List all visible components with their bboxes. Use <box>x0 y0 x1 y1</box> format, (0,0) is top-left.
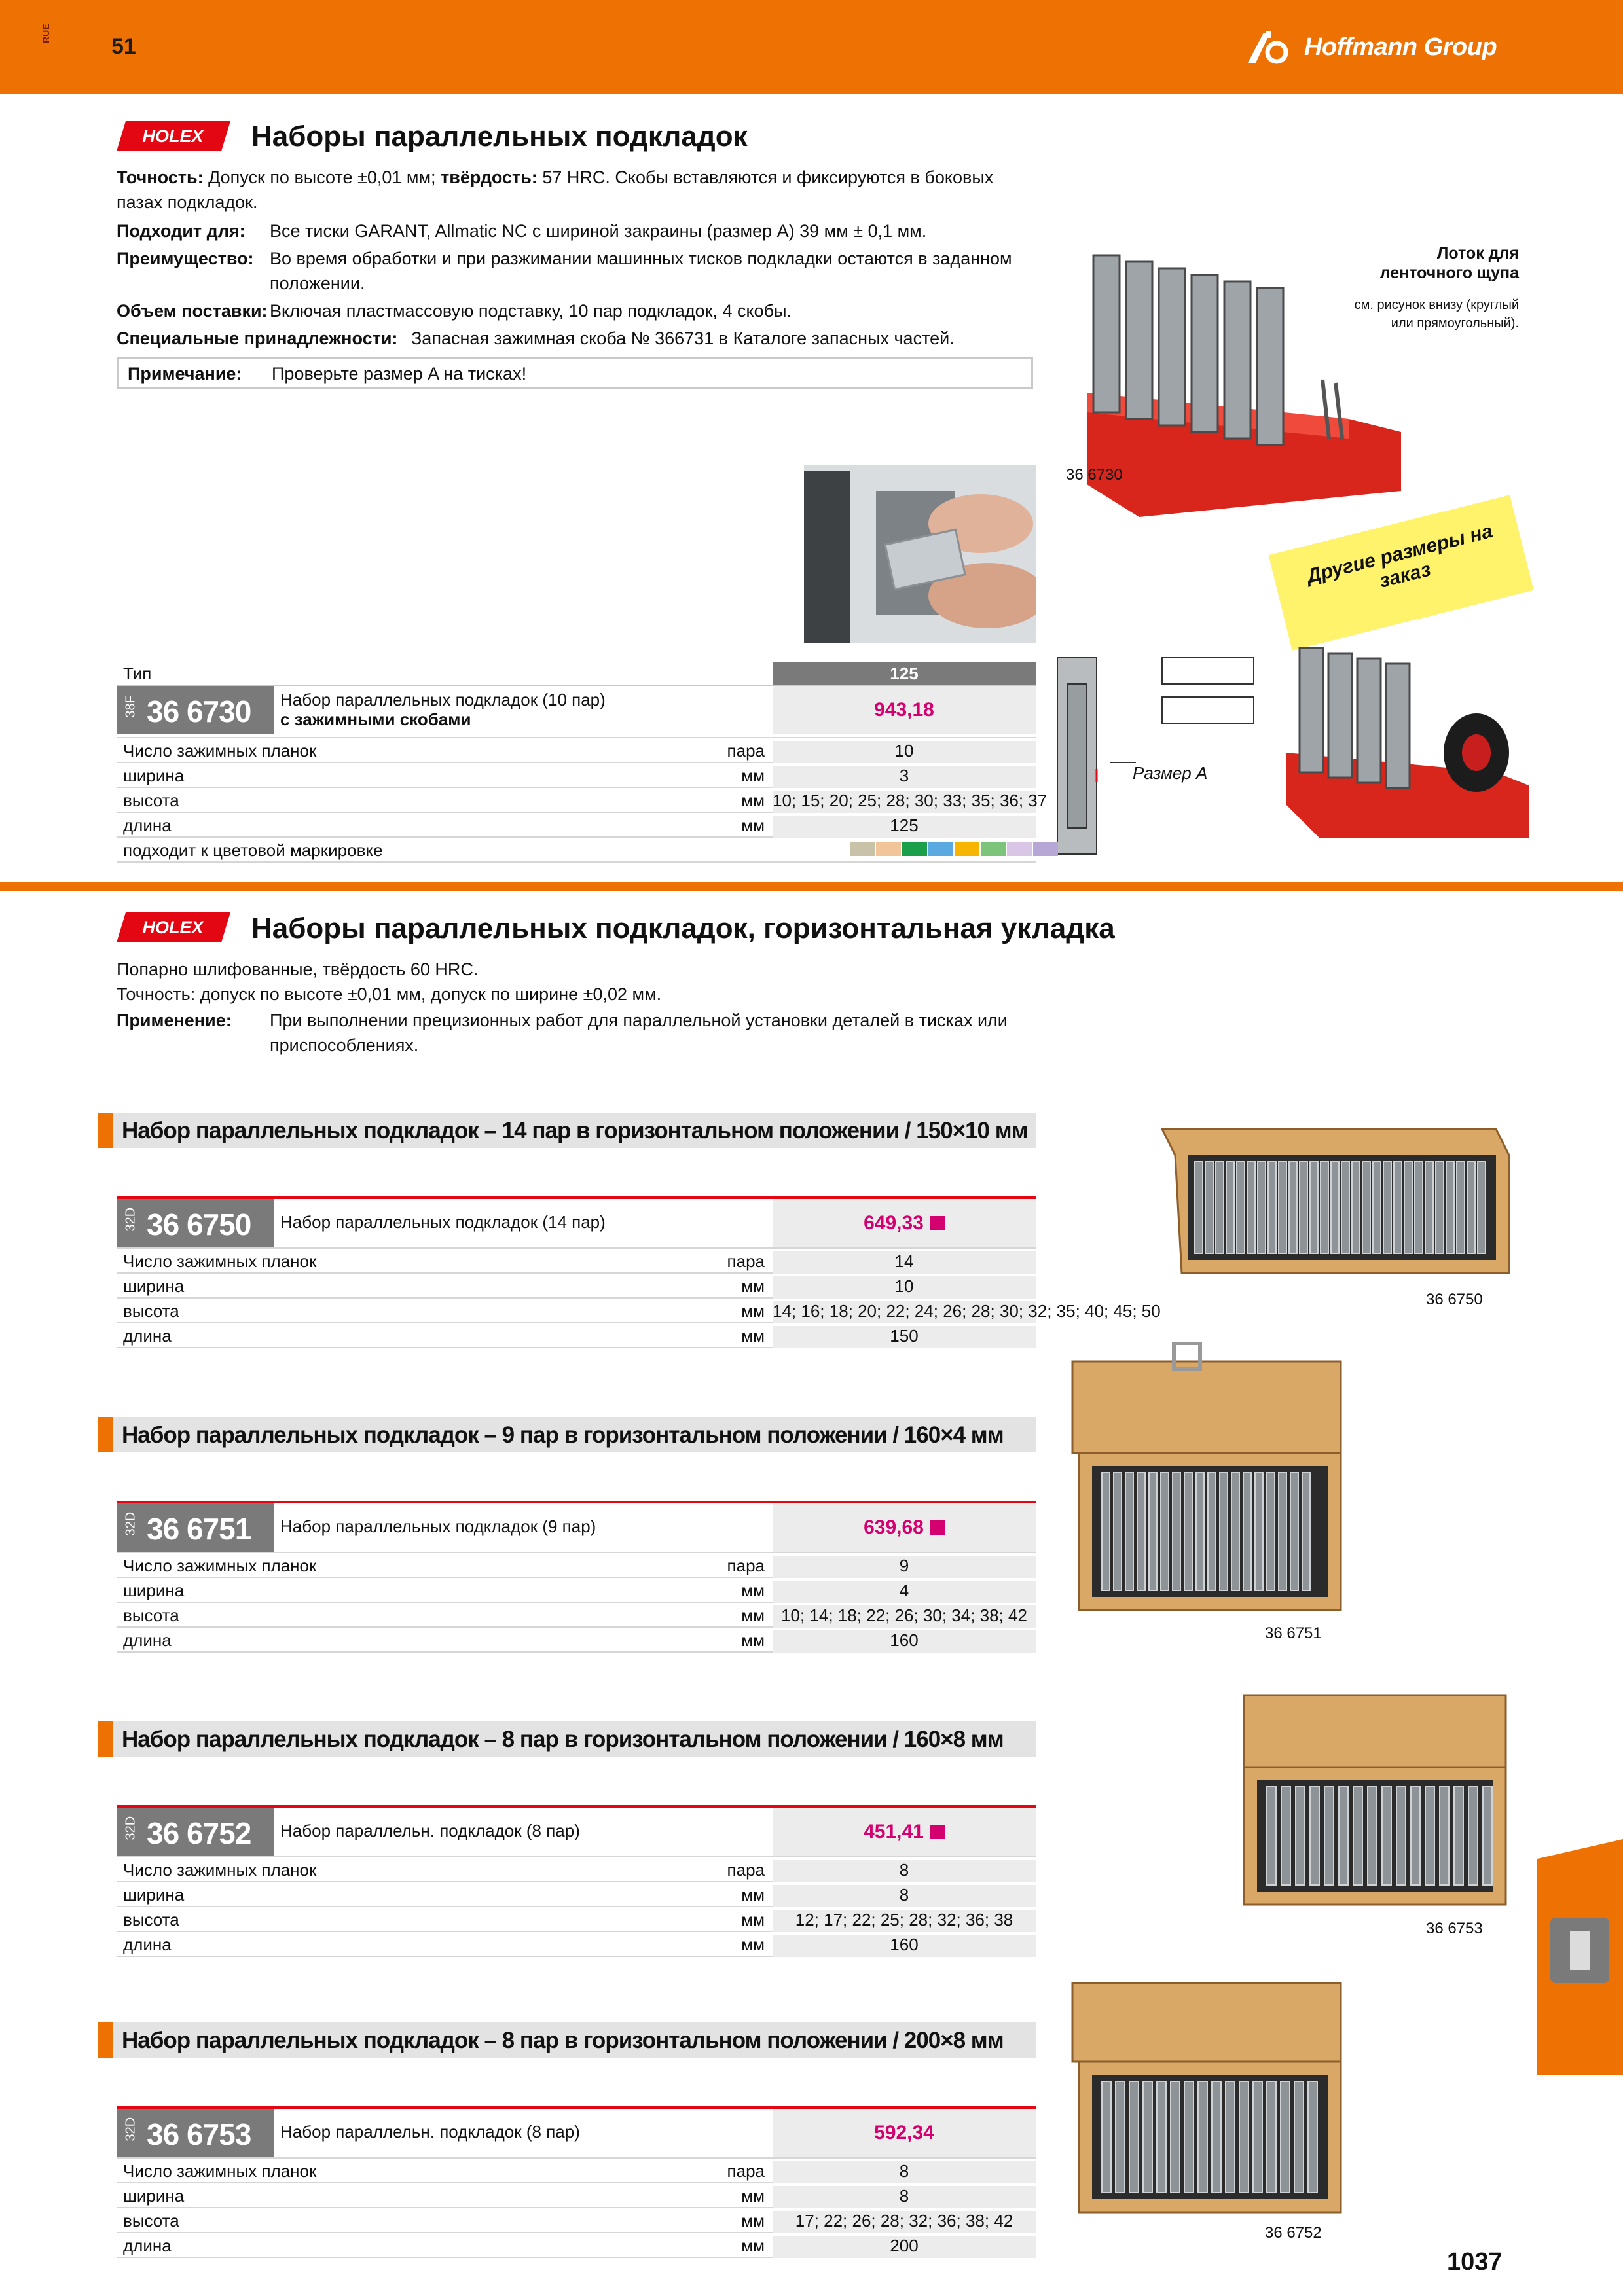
wooden-case-image-366750 <box>1156 1116 1516 1286</box>
parallel-bar <box>1195 1162 1203 1253</box>
table-row: ширина мм 4 <box>117 1578 1036 1603</box>
parallel-bar <box>1362 1162 1370 1253</box>
article-description: Набор параллельных подкладок (9 пар) <box>280 1516 596 1536</box>
parallel-bar <box>1425 1787 1434 1885</box>
parallel-bar <box>1467 1162 1475 1253</box>
table-row: Число зажимных планок пара 8 <box>117 1857 1036 1882</box>
table-366730 <box>117 662 1048 867</box>
parallel-bar <box>1290 1473 1298 1590</box>
parallel-bar <box>1267 1473 1275 1590</box>
article-price: 592,34 <box>773 2109 1036 2157</box>
article-header <box>117 1196 1036 1249</box>
article-header <box>117 2106 1036 2159</box>
price-marker-icon <box>930 1216 945 1230</box>
color-swatch <box>1033 842 1058 856</box>
parallel-bar <box>1353 1787 1362 1885</box>
holex-logo-text: HOLEX <box>142 918 204 937</box>
product-table-2 <box>117 1805 1036 1962</box>
parallel-bar <box>1404 1162 1412 1253</box>
language-code: RUE <box>41 24 51 43</box>
table-row: Число зажимных планок пара 9 <box>117 1553 1036 1578</box>
parallel-bar <box>1454 1787 1463 1885</box>
usage-photo <box>804 465 1036 643</box>
parallel-bar <box>1436 1162 1444 1253</box>
parallel-bar <box>1302 1473 1310 1590</box>
article-header-366730 <box>117 686 1036 738</box>
parallel-bar <box>1267 1787 1276 1885</box>
table-row: ширина мм 3 <box>117 763 1036 788</box>
table-row: длина мм 160 <box>117 1628 1036 1653</box>
parallel-bar <box>1226 1162 1234 1253</box>
article-description: Набор параллельных подкладок (14 пар) <box>280 1212 606 1232</box>
dimension-a-diagram <box>1038 645 1273 864</box>
section2-line1: Попарно шлифованные, твёрдость 60 HRC. <box>117 960 479 979</box>
image-caption: 36 6751 <box>1265 1624 1322 1642</box>
parallel-bar <box>1281 1787 1290 1885</box>
parallel-bar <box>1440 1787 1449 1885</box>
parallel-bar <box>1239 2081 1249 2193</box>
color-swatches <box>850 842 1058 856</box>
parallel-bar <box>1184 2081 1194 2193</box>
page-number: 1037 <box>1447 2248 1503 2276</box>
parallel-bar <box>1253 2081 1262 2193</box>
parallel-bar <box>1231 1473 1239 1590</box>
table-row: Число зажимных планок пара 14 <box>117 1249 1036 1274</box>
parallel-bar <box>1114 1473 1122 1590</box>
product-heading: Набор параллельных подкладок – 8 пар в горизонтальном положении / 160×8 мм <box>98 1721 1036 1757</box>
parallel-bar <box>1258 1162 1266 1253</box>
parallel-bar <box>1157 2081 1166 2193</box>
article-tag: 32D 36 6752 <box>117 1808 274 1856</box>
table-row: высота мм 14; 16; 18; 20; 22; 24; 26; 28; 30; 32; 35; 40; 45; 50 <box>117 1299 1036 1323</box>
parallel-bar <box>1237 1162 1245 1253</box>
parallel-bar <box>1281 2081 1290 2193</box>
color-swatch <box>876 842 901 856</box>
parallel-bar <box>1339 1787 1348 1885</box>
parallel-bar <box>1294 2081 1304 2193</box>
article-price: 649,33 <box>773 1199 1036 1247</box>
section2-line2: Точность: допуск по высоте ±0,01 мм, допуск по ширине ±0,02 мм. <box>117 984 662 1004</box>
parallel-bar <box>1161 1473 1169 1590</box>
table-row: Число зажимных планок пара 10 <box>117 738 1036 763</box>
parallel-bar <box>1368 1787 1377 1885</box>
article-tag: 32D 36 6750 <box>117 1199 274 1247</box>
product-table-0 <box>117 1196 1161 1354</box>
parallel-bar <box>1478 1162 1486 1253</box>
parallel-bar <box>1310 1162 1318 1253</box>
wooden-case-image-366752 <box>1066 1964 1347 2219</box>
article-header <box>117 1805 1036 1857</box>
table-row: длина мм 200 <box>117 2233 1036 2258</box>
article-tag: 32D 36 6751 <box>117 1503 274 1552</box>
parallel-bar <box>1129 2081 1139 2193</box>
holex-logo <box>117 911 230 944</box>
parallel-bar <box>1296 1787 1305 1885</box>
parallel-bar <box>1196 1473 1204 1590</box>
image-caption: 36 6753 <box>1426 1920 1483 1937</box>
parallel-bar <box>1208 1473 1216 1590</box>
product-heading: Набор параллельных подкладок – 9 пар в горизонтальном положении / 160×4 мм <box>98 1417 1036 1452</box>
table-row: ширина мм 10 <box>117 1274 1036 1299</box>
article-number: 36 6730 <box>147 694 251 728</box>
article-description: Набор параллельн. подкладок (8 пар) <box>280 2122 580 2142</box>
dimension-a-label: Размер A <box>1133 763 1208 783</box>
color-swatch <box>850 842 875 856</box>
parallel-bar <box>1352 1162 1360 1253</box>
color-swatch <box>1007 842 1032 856</box>
section2-title: Наборы параллельных подкладок, горизонтальная укладка <box>251 912 1115 944</box>
section2-application: Применение: При выполнении прецизионных работ для параллельной установки деталей в тисках или приспособлениях. <box>117 1011 1008 1055</box>
price-marker-icon <box>930 1520 945 1535</box>
section1-accuracy: Точность: Допуск по высоте ±0,01 мм; твёрдость: 57 HRC. Скобы вставляются и фиксируются в боковых пазах подкладок. <box>117 168 994 212</box>
article-tag: 32D 36 6753 <box>117 2109 274 2157</box>
hoffmann-mark-icon <box>1244 27 1296 67</box>
article-description: Набор параллельных подкладок (10 пар) с зажимными скобами <box>280 690 606 729</box>
parallel-bar <box>1310 1787 1319 1885</box>
color-swatch <box>902 842 927 856</box>
article-number: 36 6751 <box>147 1512 251 1546</box>
parallel-bar <box>1331 1162 1339 1253</box>
article-description: Набор параллельн. подкладок (8 пар) <box>280 1821 580 1840</box>
holex-logo <box>117 120 230 152</box>
parallel-bar <box>1483 1787 1492 1885</box>
parallel-bar <box>1321 1162 1328 1253</box>
color-swatch <box>981 842 1006 856</box>
article-header <box>117 1501 1036 1553</box>
table-row: высота мм 10; 14; 18; 22; 26; 30; 34; 38; 42 <box>117 1603 1036 1628</box>
image-caption: 36 6750 <box>1426 1291 1483 1308</box>
parallel-bar <box>1143 2081 1152 2193</box>
tool-holder-icon <box>1537 1839 1623 2075</box>
parallel-bar <box>1171 2081 1180 2193</box>
parallel-bar <box>1308 2081 1317 2193</box>
parallel-bar <box>1383 1162 1391 1253</box>
section1-title: Наборы параллельных подкладок <box>251 120 748 152</box>
holex-logo-text: HOLEX <box>142 126 204 146</box>
tray-callout-text: см. рисунок внизу (круглый или прямоугольный). <box>1354 298 1519 331</box>
parallel-bar <box>1267 2081 1276 2193</box>
parallel-bar <box>1279 1473 1286 1590</box>
parallel-bar <box>1102 1473 1110 1590</box>
product-heading: Набор параллельных подкладок – 14 пар в горизонтальном положении / 150×10 мм <box>98 1113 1036 1148</box>
parallel-bar <box>1125 1473 1133 1590</box>
image-caption-366730: 36 6730 <box>1066 466 1123 484</box>
product-table-3 <box>117 2106 1036 2263</box>
parallel-bar <box>1102 2081 1111 2193</box>
product-heading: Набор параллельных подкладок – 8 пар в горизонтальном положении / 200×8 мм <box>98 2022 1036 2058</box>
brand-name: Hoffmann Group <box>1304 33 1497 61</box>
parallel-bar <box>1247 1162 1255 1253</box>
table-row: Число зажимных планок пара 8 <box>117 2159 1036 2183</box>
parallel-bar <box>1243 1473 1251 1590</box>
parallel-bar <box>1457 1162 1465 1253</box>
table-row: длина мм 160 <box>117 1932 1036 1957</box>
parallel-bar <box>1268 1162 1276 1253</box>
stand-with-tape-image <box>1280 641 1529 838</box>
section-divider <box>0 882 1623 891</box>
parallel-bar <box>1220 1473 1228 1590</box>
article-number: 36 6750 <box>147 1208 251 1242</box>
parallel-set-stand-image <box>1074 242 1414 517</box>
parallel-bar <box>1446 1162 1454 1253</box>
article-number: 36 6752 <box>147 1816 251 1850</box>
table-row: высота мм 12; 17; 22; 25; 28; 32; 36; 38 <box>117 1907 1036 1932</box>
color-swatch <box>955 842 979 856</box>
table-row: ширина мм 8 <box>117 1882 1036 1907</box>
wooden-case-image-366751 <box>1066 1342 1347 1617</box>
parallel-bar <box>1425 1162 1433 1253</box>
parallel-bar <box>1382 1787 1391 1885</box>
parallel-bar <box>1289 1162 1297 1253</box>
table-row: длина мм 125 <box>117 813 1036 838</box>
parallel-bar <box>1396 1787 1406 1885</box>
brand-logo <box>1244 26 1497 68</box>
parallel-bar <box>1205 1162 1213 1253</box>
chapter-side-tab <box>1537 1839 1623 2075</box>
table-row: высота мм 17; 22; 26; 28; 32; 36; 38; 42 <box>117 2208 1036 2233</box>
wooden-case-image-366753 <box>1237 1676 1512 1911</box>
table-row: ширина мм 8 <box>117 2183 1036 2208</box>
image-caption: 36 6752 <box>1265 2224 1322 2242</box>
tray-callout-title: Лоток для ленточного щупа <box>1379 244 1519 282</box>
parallel-bar <box>1279 1162 1286 1253</box>
parallel-bar <box>1198 2081 1207 2193</box>
parallel-bar <box>1394 1162 1402 1253</box>
parallel-bar <box>1184 1473 1192 1590</box>
note-box: Примечание: Проверьте размер A на тисках! <box>117 357 1033 389</box>
parallel-bar <box>1324 1787 1334 1885</box>
parallel-bar <box>1255 1473 1263 1590</box>
parallel-bar <box>1137 1473 1145 1590</box>
parallel-bar <box>1149 1473 1157 1590</box>
parallel-bar <box>1411 1787 1420 1885</box>
table-row: длина мм 150 <box>117 1323 1036 1348</box>
parallel-bar <box>1226 2081 1235 2193</box>
parallel-bar <box>1173 1473 1180 1590</box>
article-price: 639,68 <box>773 1503 1036 1552</box>
color-swatch <box>928 842 953 856</box>
price-marker-icon <box>930 1825 945 1839</box>
article-price: 943,18 <box>773 686 1036 734</box>
parallel-bar <box>1216 1162 1224 1253</box>
parallel-bar <box>1373 1162 1381 1253</box>
parallel-bar <box>1468 1787 1478 1885</box>
parallel-bar <box>1116 2081 1125 2193</box>
table-row-color-coding: подходит к цветовой маркировке <box>117 838 1036 863</box>
parallel-bar <box>1341 1162 1349 1253</box>
chapter-number: 51 <box>111 34 136 59</box>
parallel-bar <box>1300 1162 1307 1253</box>
table-row: высота мм 10; 15; 20; 25; 28; 30; 33; 35; 36; 37 <box>117 788 1036 813</box>
product-table-1 <box>117 1501 1036 1658</box>
article-number: 36 6753 <box>147 2117 251 2151</box>
parallel-bar <box>1212 2081 1221 2193</box>
type-bar: Тип 125 <box>117 662 1036 686</box>
article-price: 451,41 <box>773 1808 1036 1856</box>
section1-features: Подходит для: Все тиски GARANT, Allmatic NC с шириной закраины (размер A) 39 мм ± 0,1 мм. Преимущество: Во время обработки и при разжимании машинных тисков подкладки остаются в заданном положении. Объем поставки: Включая пластмассовую подставку, 10 пар подкладок, 4 скобы. Специальные принадлежности: Запасная зажимная скоба № 366731 в Каталоге запасных частей. <box>117 221 1012 348</box>
custom-sizes-sticker: Другие размеры на заказ <box>1268 495 1533 650</box>
parallel-bar <box>1415 1162 1423 1253</box>
article-tag: 38F 36 6730 <box>117 686 274 734</box>
